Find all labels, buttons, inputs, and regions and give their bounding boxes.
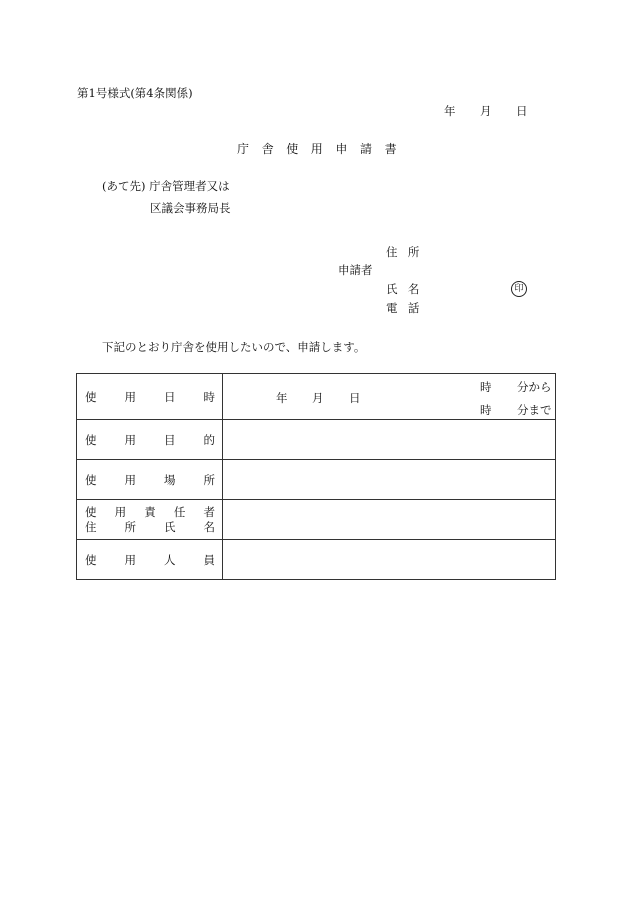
usage-headcount-label-text xyxy=(85,552,215,568)
responsible-person-label-line1 xyxy=(85,505,215,520)
label-char: 目 xyxy=(164,432,176,447)
usage-headcount-row xyxy=(77,540,556,580)
label-char: 氏 xyxy=(164,519,176,534)
usage-headcount-label xyxy=(77,540,223,580)
responsible-person-label-line2 xyxy=(85,520,215,535)
addressee-line1: (あて先) 庁舎管理者又は xyxy=(102,179,230,193)
intro-text: 下記のとおり庁舎を使用したいので、申請します。 xyxy=(102,340,366,354)
start-hour-label: 時 xyxy=(480,380,492,394)
application-table xyxy=(76,373,556,580)
label-char: 者 xyxy=(203,504,215,519)
usage-purpose-label xyxy=(77,420,223,460)
label-char: 用 xyxy=(124,389,136,404)
label-char: 所 xyxy=(124,519,136,534)
usage-datetime-row xyxy=(77,374,556,420)
usage-purpose-row xyxy=(77,420,556,460)
applicant-address-label: 住所 xyxy=(386,245,430,259)
form-title: 庁舎使用申請書 xyxy=(237,142,410,156)
usage-place-label-text xyxy=(85,472,215,488)
usage-day-label: 日 xyxy=(349,391,361,405)
date-day-label: 日 xyxy=(516,104,528,118)
seal-mark: 印 xyxy=(511,281,527,297)
usage-datetime-field[interactable] xyxy=(223,374,556,420)
start-minute-label: 分から xyxy=(517,380,552,394)
usage-place-label xyxy=(77,460,223,500)
label-char: 時 xyxy=(203,389,215,404)
label-char: 用 xyxy=(124,472,136,487)
label-char: 任 xyxy=(173,504,186,519)
usage-year-label: 年 xyxy=(276,391,288,405)
usage-datetime-label xyxy=(77,374,223,420)
label-char: 所 xyxy=(203,472,215,487)
applicant-role-label: 申請者 xyxy=(338,263,373,277)
usage-datetime-label-text xyxy=(85,389,215,405)
label-char: 場 xyxy=(164,472,176,487)
label-char: 住 xyxy=(85,519,97,534)
end-minute-label: 分まで xyxy=(517,403,552,417)
label-char: 用 xyxy=(124,552,136,567)
usage-place-field[interactable] xyxy=(223,460,556,500)
label-char: 使 xyxy=(85,552,97,567)
usage-month-label: 月 xyxy=(312,391,324,405)
label-char: 的 xyxy=(203,432,215,447)
responsible-person-label xyxy=(77,500,223,540)
label-char: 使 xyxy=(85,389,97,404)
applicant-phone-label: 電話 xyxy=(386,301,430,315)
usage-place-row xyxy=(77,460,556,500)
usage-headcount-field[interactable] xyxy=(223,540,556,580)
addressee-line2: 区議会事務局長 xyxy=(150,201,231,215)
label-char: 責 xyxy=(144,504,156,519)
label-char: 日 xyxy=(164,389,176,404)
form-number: 第1号様式(第4条関係) xyxy=(77,86,193,100)
label-char: 使 xyxy=(85,432,97,447)
responsible-person-row xyxy=(77,500,556,540)
date-year-label: 年 xyxy=(444,104,456,118)
applicant-name-label: 氏名 xyxy=(386,282,430,296)
end-hour-label: 時 xyxy=(480,403,492,417)
label-char: 人 xyxy=(164,552,176,567)
label-char: 名 xyxy=(203,519,215,534)
responsible-person-field[interactable] xyxy=(223,500,556,540)
label-char: 用 xyxy=(114,504,127,519)
label-char: 員 xyxy=(203,552,215,567)
label-char: 使 xyxy=(85,472,97,487)
usage-purpose-field[interactable] xyxy=(223,420,556,460)
date-month-label: 月 xyxy=(480,104,492,118)
label-char: 用 xyxy=(124,432,136,447)
label-char: 使 xyxy=(85,504,97,519)
usage-purpose-label-text xyxy=(85,432,215,448)
